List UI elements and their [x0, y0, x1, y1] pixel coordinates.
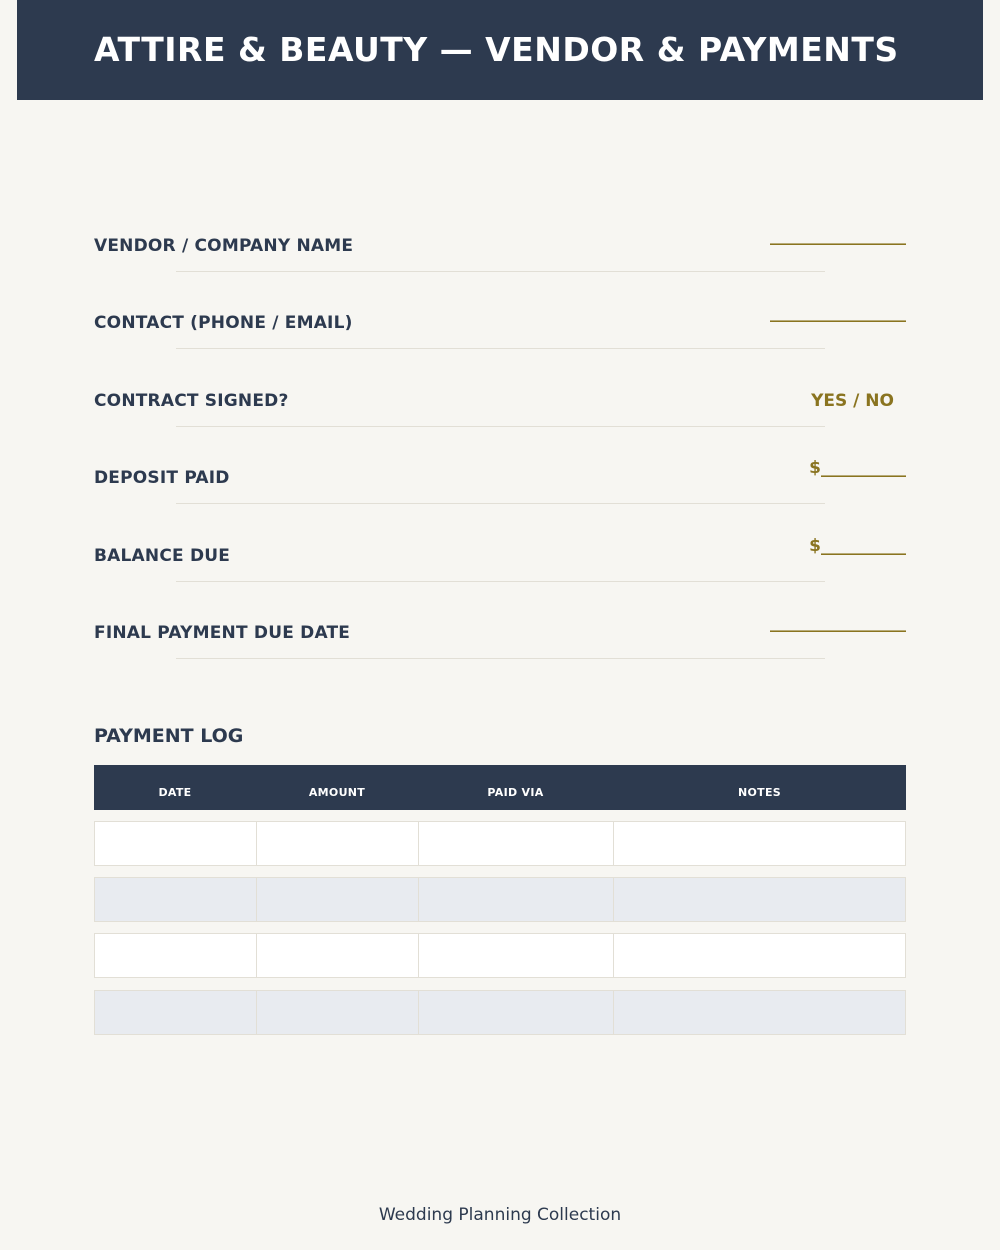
field-divider — [176, 348, 825, 349]
cell-paid-via[interactable] — [418, 933, 614, 978]
footer-text: Wedding Planning Collection — [378, 1205, 622, 1225]
cell-date[interactable] — [94, 877, 257, 922]
cell-notes[interactable] — [613, 877, 906, 922]
field-row-vendor-name — [94, 226, 906, 276]
field-divider — [176, 581, 825, 582]
field-label: DEPOSIT PAID — [94, 468, 230, 488]
column-header-paid-via: PAID VIA — [487, 786, 544, 799]
amount-blank-line[interactable]: $__________ — [809, 536, 906, 556]
payment-log-title: PAYMENT LOG — [94, 725, 244, 747]
column-header-notes: NOTES — [738, 786, 781, 799]
amount-blank-line[interactable]: $__________ — [809, 458, 906, 478]
cell-notes[interactable] — [613, 933, 906, 978]
field-blank-line[interactable]: ________________ — [770, 613, 906, 633]
field-row-contact — [94, 303, 906, 353]
cell-date[interactable] — [94, 990, 257, 1035]
cell-amount[interactable] — [256, 877, 419, 922]
field-divider — [176, 426, 825, 427]
field-label: BALANCE DUE — [94, 546, 231, 566]
cell-amount[interactable] — [256, 933, 419, 978]
table-row — [94, 821, 906, 866]
field-row-balance-due — [94, 536, 906, 586]
field-row-deposit-paid — [94, 458, 906, 508]
field-row-final-payment-date — [94, 613, 906, 663]
cell-paid-via[interactable] — [418, 821, 614, 866]
column-header-amount: AMOUNT — [308, 786, 366, 799]
field-divider — [176, 503, 825, 504]
field-divider — [176, 271, 825, 272]
cell-notes[interactable] — [613, 821, 906, 866]
field-divider — [176, 658, 825, 659]
cell-paid-via[interactable] — [418, 877, 614, 922]
table-row — [94, 933, 906, 978]
cell-amount[interactable] — [256, 821, 419, 866]
cell-notes[interactable] — [613, 990, 906, 1035]
cell-paid-via[interactable] — [418, 990, 614, 1035]
yes-no-choice[interactable]: YES / NO — [811, 391, 894, 411]
table-row — [94, 877, 906, 922]
field-blank-line[interactable]: ________________ — [770, 303, 906, 323]
field-label: CONTRACT SIGNED? — [94, 391, 289, 411]
column-header-date: DATE — [158, 786, 192, 799]
cell-date[interactable] — [94, 821, 257, 866]
page-header — [17, 0, 983, 100]
cell-amount[interactable] — [256, 990, 419, 1035]
field-label: FINAL PAYMENT DUE DATE — [94, 623, 351, 643]
payment-log-header — [94, 765, 906, 810]
field-row-contract-signed — [94, 391, 906, 431]
page-title: ATTIRE & BEAUTY — VENDOR & PAYMENTS — [94, 30, 899, 69]
field-blank-line[interactable]: ________________ — [770, 226, 906, 246]
cell-date[interactable] — [94, 933, 257, 978]
table-row — [94, 990, 906, 1035]
field-label: VENDOR / COMPANY NAME — [94, 236, 354, 256]
field-label: CONTACT (PHONE / EMAIL) — [94, 313, 353, 333]
